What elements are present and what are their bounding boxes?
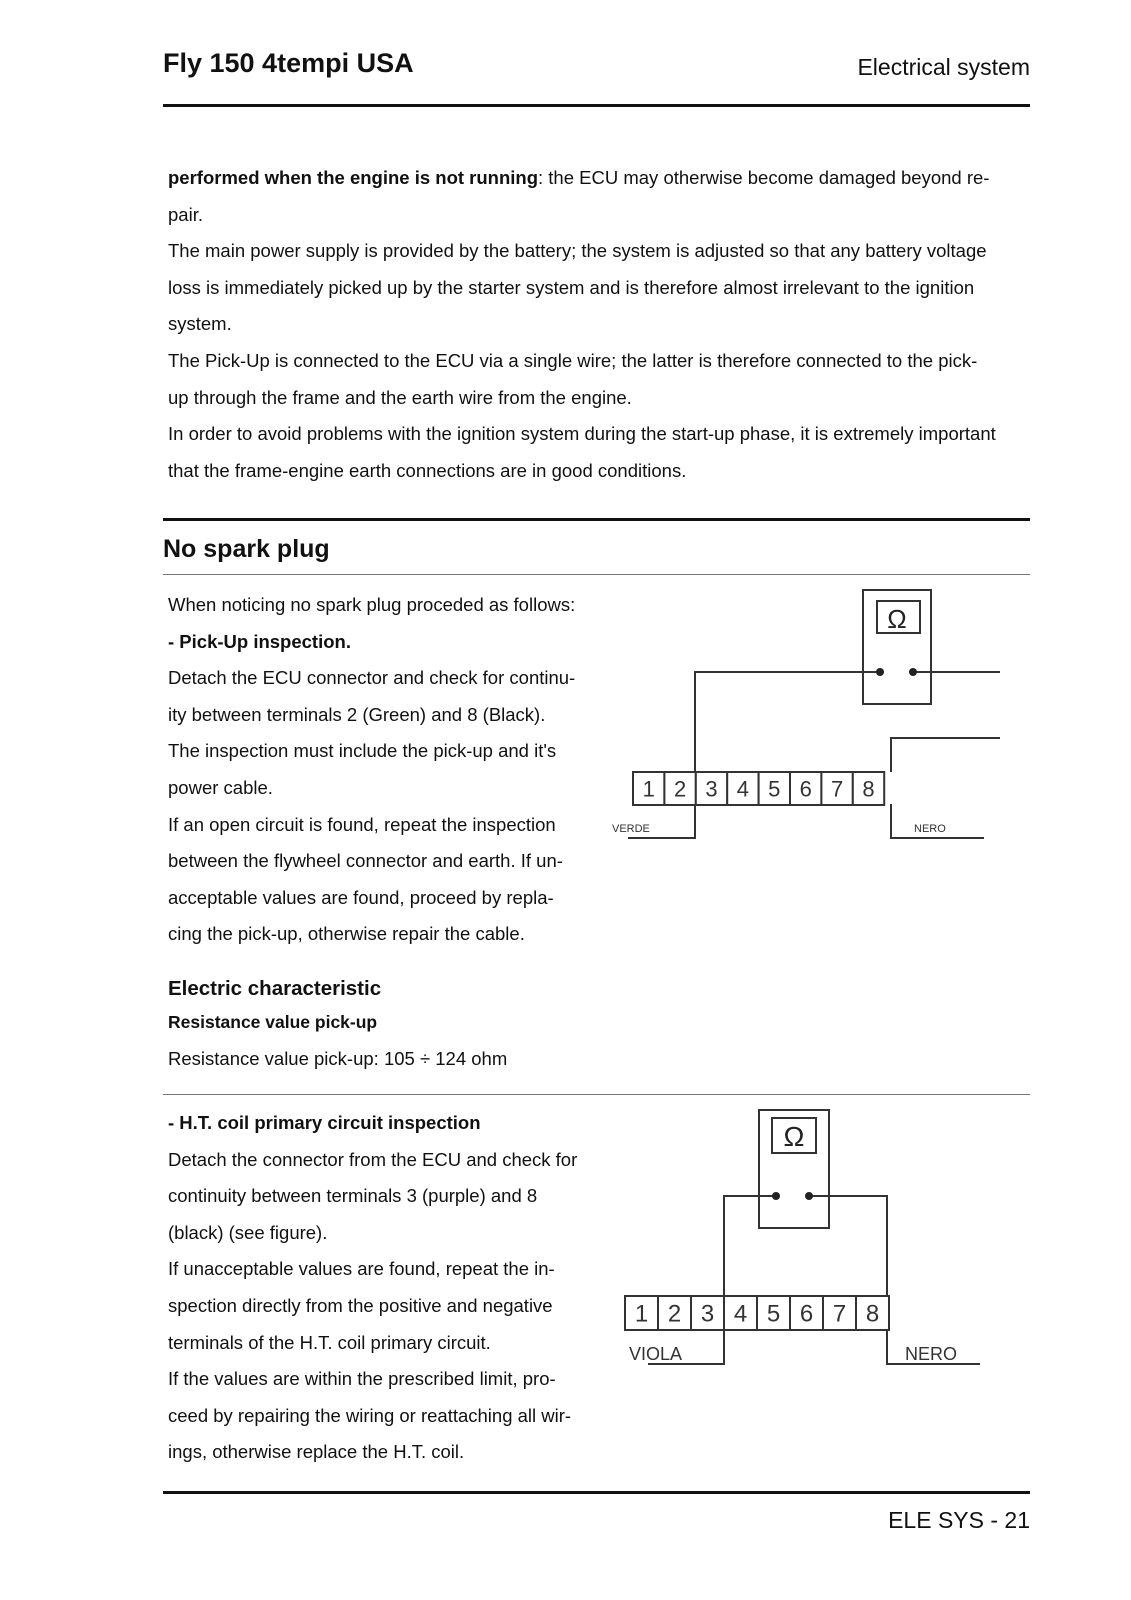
intro-line: In order to avoid problems with the ignition system during the start-up phase, it is extremely important bbox=[168, 423, 996, 445]
section-name: Electrical system bbox=[857, 54, 1030, 80]
pickup-line: ity between terminals 2 (Green) and 8 (Black). bbox=[168, 703, 546, 725]
header-rule bbox=[163, 104, 1030, 107]
terminal-label: 8 bbox=[862, 776, 875, 802]
intro-line: system. bbox=[168, 313, 232, 335]
label-nero: NERO bbox=[905, 1344, 958, 1364]
terminal-label: 8 bbox=[865, 1300, 880, 1328]
label-verde: VERDE bbox=[612, 823, 650, 835]
intro-line: up through the frame and the earth wire from the engine. bbox=[168, 386, 632, 408]
intro-text bbox=[168, 160, 996, 489]
pickup-wiring-diagram bbox=[600, 580, 1000, 850]
section-title: No spark plug bbox=[163, 535, 330, 563]
electric-subtitle: Resistance value pick-up bbox=[168, 1012, 378, 1032]
coil-heading: - H.T. coil primary circuit inspection bbox=[168, 1112, 481, 1133]
connector-strip bbox=[625, 1296, 889, 1330]
terminal-label: 5 bbox=[768, 776, 781, 802]
intro-line: The main power supply is provided by the battery; the system is adjusted so that any battery voltage bbox=[168, 240, 987, 262]
section-rule-top bbox=[163, 518, 1030, 521]
wire-to-terminal-3 bbox=[724, 1196, 776, 1296]
coil-line: continuity between terminals 3 (purple) and 8 bbox=[168, 1185, 538, 1207]
intro-line: pair. bbox=[168, 203, 203, 225]
intro-lead-rest: : the ECU may otherwise become damaged beyond re- bbox=[538, 167, 990, 188]
probe-dot-left bbox=[876, 668, 884, 676]
intro-lead-line bbox=[168, 160, 996, 197]
wire-to-terminal-2 bbox=[695, 672, 880, 772]
coil-line: (black) (see figure). bbox=[168, 1221, 328, 1243]
terminal-label: 6 bbox=[799, 1300, 814, 1328]
probe-dot-right bbox=[909, 668, 917, 676]
pickup-text bbox=[168, 587, 575, 953]
coil-text bbox=[168, 1105, 577, 1471]
electric-text bbox=[168, 1004, 507, 1077]
intro-line: that the frame-engine earth connections are in good conditions. bbox=[168, 459, 687, 481]
wire-to-terminal-8 bbox=[891, 672, 1000, 772]
wire-to-terminal-8 bbox=[809, 1196, 887, 1296]
terminal-label: 2 bbox=[667, 1300, 682, 1328]
pickup-line: acceptable values are found, proceed by repla- bbox=[168, 886, 554, 908]
terminal-label: 7 bbox=[832, 1300, 847, 1328]
coil-line: ings, otherwise replace the H.T. coil. bbox=[168, 1441, 465, 1463]
terminal-label: 4 bbox=[733, 1300, 748, 1328]
terminal-label: 7 bbox=[830, 776, 844, 802]
terminal-label: 4 bbox=[736, 776, 750, 802]
terminal-label: 1 bbox=[634, 1300, 649, 1328]
coil-line: terminals of the H.T. coil primary circuit. bbox=[168, 1331, 491, 1353]
terminal-label: 6 bbox=[799, 776, 812, 802]
coil-line: If unacceptable values are found, repeat the in- bbox=[168, 1258, 555, 1280]
section-rule-bottom bbox=[163, 574, 1030, 575]
connector-strip bbox=[633, 772, 884, 805]
divider-rule bbox=[163, 1094, 1030, 1095]
coil-line: ceed by repairing the wiring or reattaching all wir- bbox=[168, 1404, 572, 1426]
label-nero: NERO bbox=[914, 823, 946, 835]
page-number: ELE SYS - 21 bbox=[888, 1507, 1030, 1533]
intro-line: loss is immediately picked up by the starter system and is therefore almost irrelevant to the ignition bbox=[168, 276, 975, 298]
terminal-label: 3 bbox=[700, 1300, 715, 1328]
pickup-line: Detach the ECU connector and check for continu- bbox=[168, 667, 576, 689]
terminal-label: 3 bbox=[705, 776, 718, 802]
coil-wiring-diagram bbox=[600, 1100, 1000, 1380]
terminal-label: 1 bbox=[642, 776, 655, 802]
probe-dot-right bbox=[805, 1192, 813, 1200]
pickup-intro: When noticing no spark plug proceded as follows: bbox=[168, 594, 576, 615]
intro-line: The Pick-Up is connected to the ECU via a single wire; the latter is therefore connected to the pick- bbox=[168, 349, 978, 371]
coil-line: Detach the connector from the ECU and check for bbox=[168, 1148, 578, 1170]
ohm-symbol: Ω bbox=[783, 1121, 805, 1152]
terminal-label: 5 bbox=[766, 1300, 781, 1328]
pickup-line: cing the pick-up, otherwise repair the cable. bbox=[168, 923, 525, 945]
pickup-line: power cable. bbox=[168, 776, 273, 798]
pickup-line: If an open circuit is found, repeat the inspection bbox=[168, 813, 556, 835]
coil-line: If the values are within the prescribed limit, pro- bbox=[168, 1368, 556, 1390]
ohm-symbol: Ω bbox=[887, 604, 907, 634]
label-viola: VIOLA bbox=[629, 1344, 683, 1364]
document-title: Fly 150 4tempi USA bbox=[163, 48, 414, 78]
pickup-heading: - Pick-Up inspection. bbox=[168, 630, 351, 652]
terminal-label: 2 bbox=[673, 776, 687, 802]
footer-rule bbox=[163, 1491, 1030, 1494]
intro-lead-bold: performed when the engine is not running bbox=[168, 167, 539, 188]
pickup-line: between the flywheel connector and earth. If un- bbox=[168, 850, 563, 872]
pickup-line: The inspection must include the pick-up and it's bbox=[168, 740, 557, 762]
probe-dot-left bbox=[772, 1192, 780, 1200]
electric-title: Electric characteristic bbox=[168, 977, 382, 1000]
coil-line: spection directly from the positive and negative bbox=[168, 1294, 553, 1316]
electric-value: Resistance value pick-up: 105 ÷ 124 ohm bbox=[168, 1047, 508, 1069]
